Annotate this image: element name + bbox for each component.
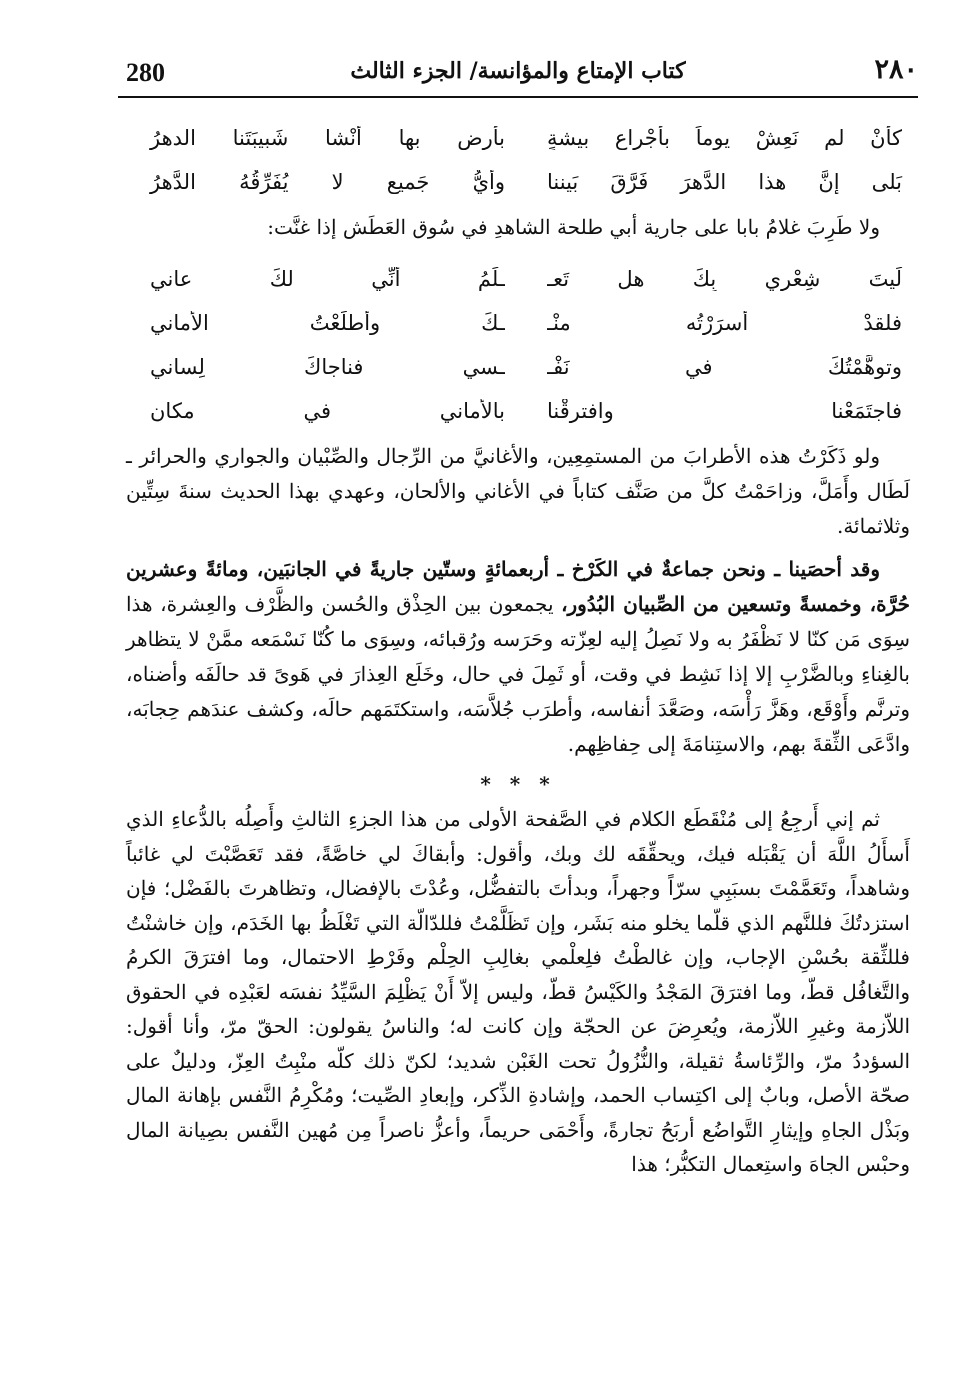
poem-verse [126,345,910,389]
poem-verse [126,301,910,345]
running-title: كتاب الإمتاع والمؤانسة/ الجزء الثالث [350,58,686,84]
page-number-arabic: ٢٨٠ [874,54,918,85]
poem-verse [126,116,910,160]
verse-second-hemistich: ـلَمُ أنِّي لكَ عاني [150,267,505,291]
poem-2 [126,257,910,433]
page-header [118,52,918,92]
page-number-latin: 280 [126,58,165,87]
page-content [126,104,910,1182]
verse-second-hemistich: وأيُّ جَميعٍ لا يُفَرِّقُهُ الدَّهرُ [150,170,505,194]
poem-verse [126,160,910,204]
paragraph-1: ولو ذَكَرْتُ هذه الأطرابَ من المستمِعِين، والأغانيَّ من الرِّجال والصِّبْيان والجواري والحرائر ـ لَطَال وأَمَلَّ، وزاحَمْتُ كلَّ من صَنَّف كتاباً في الأغاني والألحان، وعهدي بهذا الحديث سنةَ سِتِّين وثلاثمائة. [126,444,910,538]
section-separator: * * * [480,772,556,796]
verse-first-hemistich: لَيتَ شِعْري بِكَ هل تَعـ [547,267,902,291]
paragraph-2 [126,552,910,762]
verse-first-hemistich: كأنْ لم نَعِشْ يوماً بأجْراعِ بيشةٍ [547,126,902,150]
verse-second-hemistich: ـسي فناجاكَ لِساني [150,355,505,379]
verse-first-hemistich: بَلى إنَّ هذا الدَّهرَ فَرَّقَ بَيننا [547,170,902,194]
poem-verse [126,257,910,301]
paragraph-3: ثم إني أَرجِعُ إلى مُنْقَطَع الكلام في الصَّفحة الأولى من هذا الجزءِ الثالثِ وأَصِلُه بالدُّعاءِ الذي أَسأَلُ اللَّهَ أن يَقْبَله فيك، ويحقِّقَه لك وبك، وأقول: وأبقاكَ لي خاصَّةً، فقد تَعَصَّبْتَ لي غائباً وشاهداً، وتَعَمَّمْتَ بسبَبِي سرّاً وجهراً، وبدأتَ بالتفضُّل، وعُدْتَ بالإفضال، وتظاهرتَ بالفَضْل؛ فإن استزدتُكَ فللنَّهم الذي قلّما يخلو منه بَشَر، وإن تَظَلَّمْتُ فللدّالّة التي تَغْلَظُ بها الخَدَم، وإن خاشنْتُ فللثِّقة بحُسْنِ الإجاب، وإن غالطْتُ فلِعلْمي بغالِبِ الحِلْم وفَرْطِ الاحتمال، وما افترَقَ الكرمُ والتَّغافُل قطّ، وما افترَقَ المَجْدُ والكَيْسُ قطّ، وليس إلاّ أَنْ يَظْلِمَ السَّيِّدُ نفسَه لعَبْدِه في الحقوق اللاّزمة وغيرِ اللاّزمة، ويُعرِضَ عن الحجّة وإن كانت له؛ والناسُ يقولون: الحقّ مرّ، وأنا أقول: السؤددُ مرّ، والرِّئاسةُ ثقيلة، والنُّزُولُ تحت الغَبْن شديد؛ لكنّ ذلك كلّه منْبِتُ العِزّ، ودليلٌ على صحّة الأصل، وبابٌ إلى اكتِساب الحمد، وإشادةِ الذِّكر، وإبعادِ الصِّيت؛ ومُكْرِمُ النَّفس بإهانة المال وبَذْل الجاهِ وإيثارِ التَّواضُع أربَحُ تجارةً، وأَحْمَى حريماً، وأعزُّ ناصراً مِن مُهين النَّفس بصِيانة المال وحبْس الجاهَ واستِعمال التكبُّر؛ هذا [126,807,911,1176]
verse-first-hemistich: فاجتَمَعْنا وافترقْنا [547,399,902,423]
verse-second-hemistich: بالأماني في مكانِ [150,399,505,423]
header-rule [118,96,918,98]
poem-verse [126,389,910,433]
poem-1 [126,116,910,204]
verse-first-hemistich: فلقدْ أسرَرْتُه منْـ [547,311,902,335]
paragraph-2-body: يجمعون بين الحِذْق والحُسن والظَّرْف والعِشرة، هذا سِوَى مَن كنّا لا نَظْفَرُ به ولا نَصِلُ إليه لعِزّته وحَرَسه ورُقبائه، وسِوَى ما كُنّا نَسْمَعه ممَّنْ لا يتظاهر بالغِناءِ وبالضَّرْبِ إلا إذا نَشِط في وقت، أو ثَمِلَ في حال، وخَلَع العِذارَ في هَوىً قد حالَفَه وأضناه، وترنَّم وأَوْقَع، وهَزَّ رَأْسَه، وصَعَّدَ أنفاسه، وأطرَب جُلاَّسَه، واستكتَمَهم حالَه، وكشف عندَهم حِجابَه، وادَّعَى الثِّقةَ بهم، والاستِنامَةَ إلى حِفاظِهم. [126,592,910,756]
verse-second-hemistich: بأرضٍ بها أنْشا شَبيبَتَنا الدهرُ [150,126,505,150]
poem-intro-line: ولا طَرِبَ غلامُ بابا على جارية أبي طلحة الشاهدِ في سُوق العَطَش إذا غنَّت: [267,215,880,239]
verse-second-hemistich: ـكَ وأطلَعْتُ الأماني [150,311,505,335]
verse-first-hemistich: وتوهَّمْتُكَ في نَفْـ [547,355,902,379]
paragraph-2-bold-lead: وقد أحصَينا ـ ونحن جماعةٌ في الكَرْخ ـ أربعمائةٍ وستّين جاريةً في الجانبَين، ومائةً وعشرين حُرَّة، وخمسةً وتسعين من الصِّبيان البُدُور، [126,557,911,616]
